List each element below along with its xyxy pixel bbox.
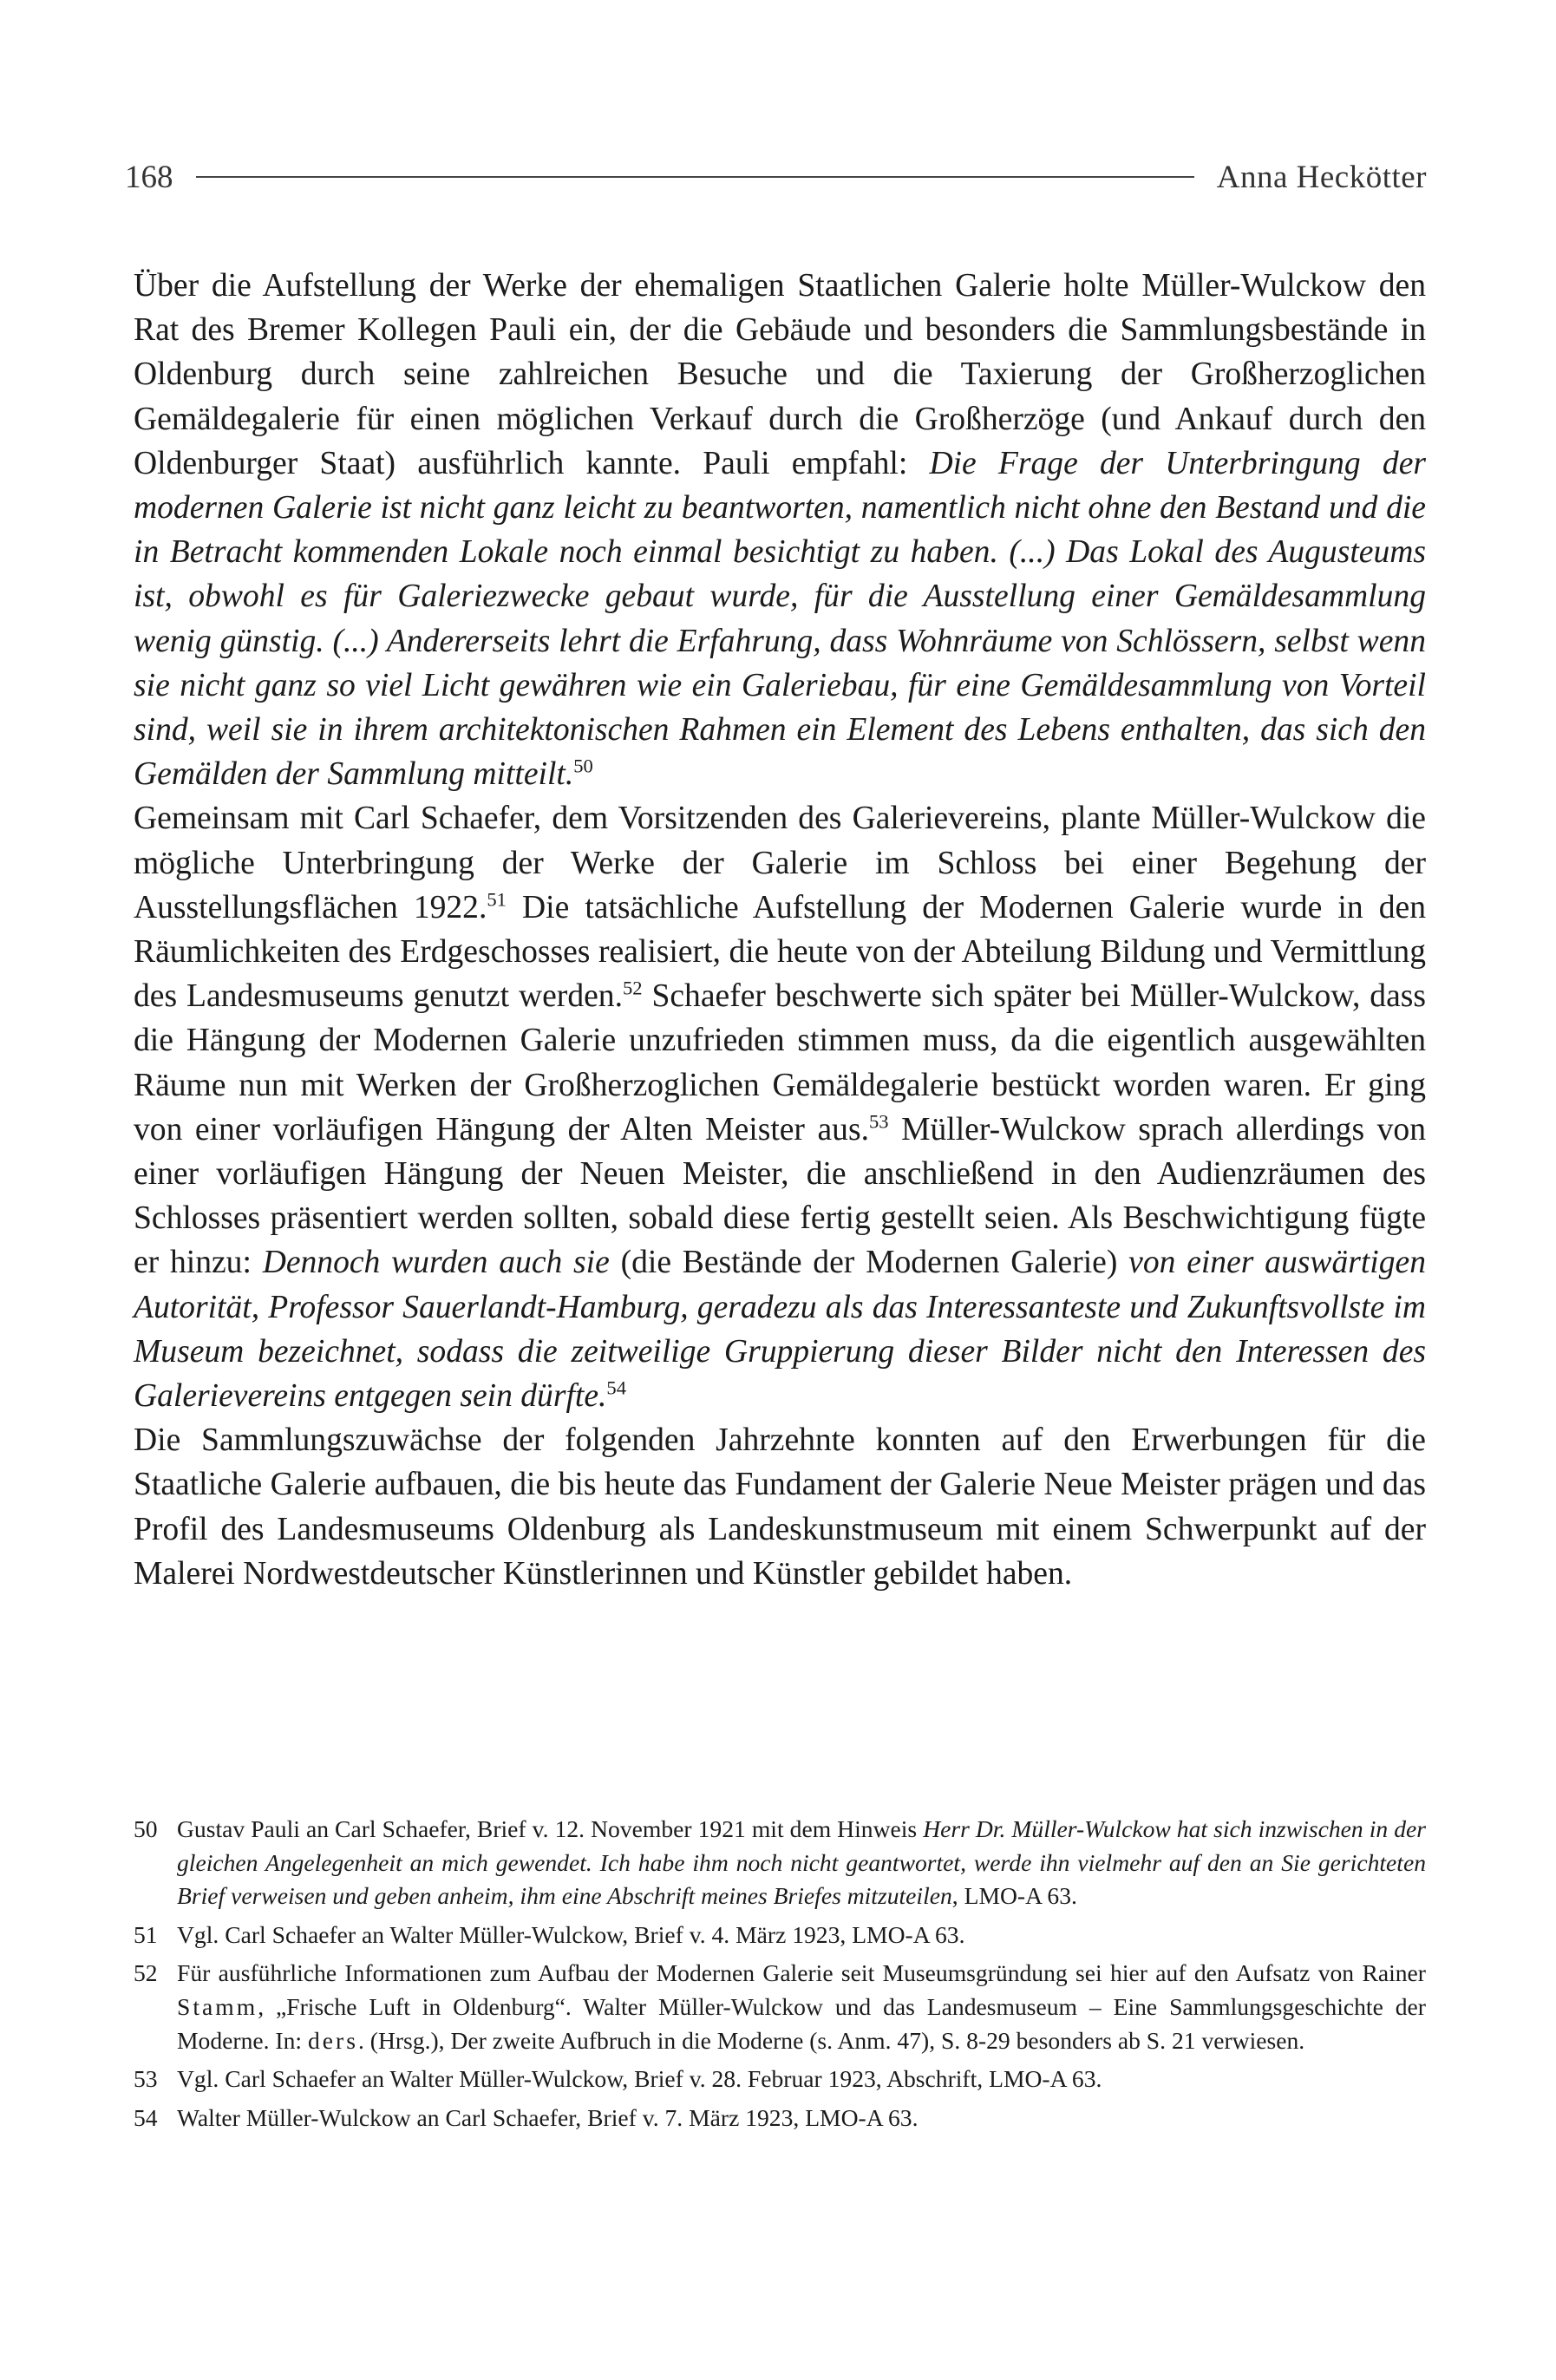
pauli-quote: Die Frage der Unterbringung der modernen Galerie ist nicht ganz leicht zu beantworten, namentlich nicht ohne den Bestand und die in Betracht kommenden Lokale noch einmal besichtigt zu haben. (...) Das Lokal des Augusteums ist, obwohl es für Galeriezwecke gebaut wurde, für die Ausstellung einer Gemäldesammlung wenig günstig. (...) Andererseits lehrt die Erfahrung, dass Wohnräume von Schlössern, selbst wenn sie nicht ganz so viel Licht gewähren wie ein Galeriebau, für eine Gemäldesammlung von Vorteil sind, weil sie in ihrem architektonischen Rahmen ein Element des Lebens enthalten, das sich den Gemälden der Sammlung mitteilt. — [134, 445, 1426, 793]
footnote-text-part: , „Frische Luft in Oldenburg“. Walter Müller-Wulckow und das Landesmuseum – Eine Sammlungsgeschichte der Moderne. In: — [177, 1992, 1426, 2054]
paragraph-2-text-d: Müller-Wulckow sprach allerdings von einer vorläufigen Hängung der Neuen Meister, die anschließend in den Audienzräumen des Schlosses präsentiert werden sollten, sobald diese fertig gestellt seien. Als Beschwichtigung fügte er hinzu: — [134, 1111, 1427, 1281]
running-head-author: Anna Heckötter — [1216, 159, 1427, 195]
footnote-number: 51 — [134, 1920, 158, 1948]
paragraph-2 — [134, 796, 1426, 1418]
footnote-ref-52: 52 — [622, 977, 643, 999]
mueller-quote-1: Dennoch wurden auch sie — [262, 1245, 610, 1281]
footnote-53 — [134, 2063, 1426, 2096]
footnote-text-part: . (Hrsg.), Der zweite Aufbruch in die Moderne (s. Anm. 47), S. 8-29 besonders ab S. 21 verwiesen. — [357, 2026, 1305, 2054]
footnote-number: 50 — [134, 1815, 158, 1842]
footnote-text: Walter Müller-Wulckow an Carl Schaefer, Brief v. 7. März 1923, LMO-A 63. — [177, 2103, 919, 2131]
footnote-ref-50: 50 — [573, 755, 593, 777]
footnote-text-part: , LMO-A 63. — [951, 1882, 1077, 1910]
paragraph-3: Die Sammlungszuwächse der folgenden Jahrzehnte konnten auf den Erwerbungen für die Staatliche Galerie aufbauen, die bis heute das Fundament der Galerie Neue Meister prägen und das Profil des Landesmuseums Oldenburg als Landeskunstmuseum mit einem Schwerpunkt auf der Malerei Nordwestdeutscher Künstlerinnen und Künstler gebildet haben. — [134, 1422, 1426, 1592]
mueller-quote-2: von einer auswärtigen Autorität, Professor Sauerlandt-Hamburg, geradezu als das Interessanteste und Zukunftsvollste im Museum bezeichnet, sodass die zeitweilige Gruppierung dieser Bilder nicht den Interessen des Galerievereins entgegen sein dürfte. — [134, 1245, 1426, 1415]
footnote-text — [177, 1813, 1426, 1913]
footnote-number: 53 — [134, 2065, 158, 2093]
footnote-ref-54: 54 — [606, 1376, 626, 1399]
page-number: 168 — [125, 159, 173, 195]
paragraph-2-text-c: Schaefer beschwerte sich später bei Müller-Wulckow, dass die Hängung der Modernen Galerie unzufrieden stimmen muss, da die eigentlich ausgewählten Räume nun mit Werken der Großherzoglichen Gemäldegalerie bestückt worden waren. Er ging von einer vorläufigen Hängung der Alten Meister aus. — [134, 978, 1427, 1148]
ders-spaced: ders — [307, 2026, 358, 2054]
paragraph-1 — [134, 264, 1426, 796]
footnote-quote: Herr Dr. Müller-Wulckow hat sich inzwischen in der gleichen Angelegenheit an mich gewendet. Ich habe ihm noch nicht geantwortet, werde ihn vielmehr auf den an Sie gerichteten Brief verweisen und geben anheim, ihm eine Abschrift meines Briefes mitzuteilen — [177, 1815, 1426, 1910]
footnote-number: 52 — [134, 1959, 158, 1987]
footnote-text: Vgl. Carl Schaefer an Walter Müller-Wulckow, Brief v. 4. März 1923, LMO-A 63. — [177, 1920, 965, 1948]
footnote-number: 54 — [134, 2103, 158, 2131]
footnote-text — [177, 1957, 1426, 2057]
footnotes — [134, 1813, 1426, 2140]
footnote-51 — [134, 1919, 1426, 1952]
paragraph-2-text-b: Die tatsächliche Aufstellung der Modernen Galerie wurde in den Räumlichkeiten des Erdgeschosses realisiert, die heute von der Abteilung Bildung und Vermittlung des Landesmuseums genutzt werden. — [134, 889, 1426, 1015]
footnote-text-part: Für ausführliche Informationen zum Aufbau der Modernen Galerie seit Museumsgründung sei hier auf den Aufsatz von Rainer — [177, 1959, 1426, 1987]
footnote-text-part: Gustav Pauli an Carl Schaefer, Brief v. 12. November 1921 mit dem Hinweis — [177, 1815, 924, 1842]
footnote-ref-53: 53 — [869, 1110, 889, 1133]
header-rule — [196, 176, 1194, 178]
author-name-spaced: Stamm — [177, 1992, 258, 2020]
footnote-text: Vgl. Carl Schaefer an Walter Müller-Wulckow, Brief v. 28. Februar 1923, Abschrift, LMO-A 63. — [177, 2065, 1102, 2093]
paragraph-2-text-a: Gemeinsam mit Carl Schaefer, dem Vorsitzenden des Galerievereins, plante Müller-Wulckow die mögliche Unterbringung der Werke der Galerie im Schloss bei einer Begehung der Ausstellungsflächen 1922. — [134, 801, 1426, 925]
footnote-ref-51: 51 — [487, 888, 507, 911]
footnote-50 — [134, 1813, 1426, 1913]
paragraph-1-text: Über die Aufstellung der Werke der ehemaligen Staatlichen Galerie holte Müller-Wulckow den Rat des Bremer Kollegen Pauli ein, der die Gebäude und besonders die Sammlungsbestände in Oldenburg durch seine zahlreichen Besuche und die Taxierung der Großherzoglichen Gemäldegalerie für einen möglichen Verkauf durch die Großherzöge (und Ankauf durch den Oldenburger Staat) ausführlich kannte. Pauli empfahl: — [134, 268, 1426, 481]
paragraph-2-text-e: (die Bestände der Modernen Galerie) — [609, 1245, 1129, 1281]
footnote-52 — [134, 1957, 1426, 2057]
footnote-54 — [134, 2102, 1426, 2135]
running-header — [125, 153, 1427, 201]
body-text — [134, 264, 1426, 1596]
